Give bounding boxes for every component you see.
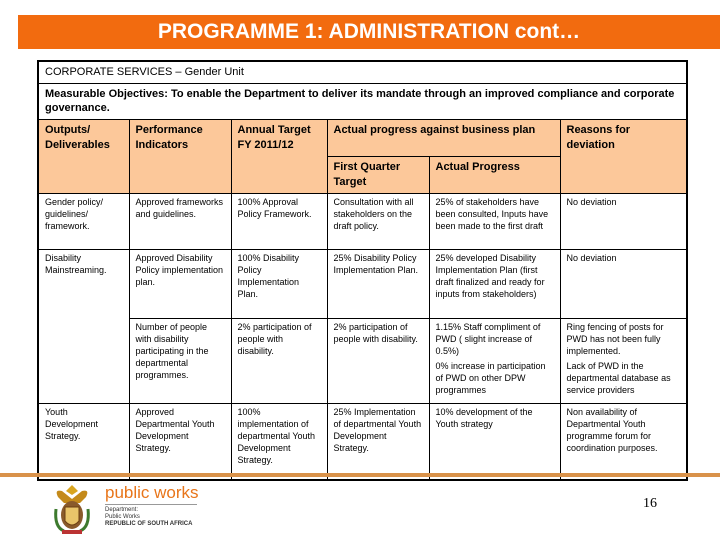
public-works-brand xyxy=(105,484,199,528)
cell-annual: 100% Approval Policy Framework. xyxy=(231,193,327,249)
actual-text: 25% of stakeholders have been consulted, Inputs have been made to the first draft xyxy=(435,196,549,231)
performance-table xyxy=(37,60,688,481)
header-annual-target: Annual Target FY 2011/12 xyxy=(231,119,327,193)
coat-of-arms-logo xyxy=(52,483,92,535)
table-row xyxy=(38,193,687,249)
cell-output: Youth Development Strategy. xyxy=(38,403,129,480)
cell-annual: 2% participation of people with disability. xyxy=(231,318,327,403)
table-row xyxy=(38,403,687,480)
header-outputs: Outputs/ Deliverables xyxy=(38,119,129,193)
cell-output: Gender policy/ guidelines/ framework. xyxy=(38,193,129,249)
actual-text: 10% development of the Youth strategy xyxy=(435,406,533,429)
cell-reason xyxy=(560,193,687,249)
reason-text: Ring fencing of posts for PWD has not been fully implemented. xyxy=(566,321,664,356)
table-row xyxy=(38,249,687,318)
actual-text: 0% increase in participation of PWD on other DPW programmes xyxy=(435,360,546,395)
cell-indicator: Number of people with disability participating in the departmental programmes. xyxy=(129,318,231,403)
dept-name: Public Works xyxy=(105,514,140,520)
country-name: REPUBLIC OF SOUTH AFRICA xyxy=(105,521,193,527)
cell-reason xyxy=(560,249,687,318)
reason-text: No deviation xyxy=(566,196,617,207)
measurable-objectives: Measurable Objectives: To enable the Department to deliver its mandate through an improved compliance and corporate governance. xyxy=(38,83,687,119)
actual-text: 25% developed Disability Implementation Plan (first draft finalized and ready for inputs from stakeholders) xyxy=(435,252,545,299)
reason-text: Lack of PWD in the departmental database as service providers xyxy=(566,360,671,395)
cell-actual xyxy=(429,403,560,480)
reason-text: No deviation xyxy=(566,252,617,263)
slide-title: PROGRAMME 1: ADMINISTRATION cont… xyxy=(18,15,720,49)
cell-annual: 100% implementation of departmental Youth Development Strategy. xyxy=(231,403,327,480)
cell-q1: 2% participation of people with disability. xyxy=(327,318,429,403)
cell-reason xyxy=(560,318,687,403)
header-q1-target: First Quarter Target xyxy=(327,156,429,193)
cell-actual xyxy=(429,318,560,403)
table-row xyxy=(38,318,687,403)
brand-name: public works xyxy=(105,483,199,502)
cell-indicator: Approved Disability Policy implementation plan. xyxy=(129,249,231,318)
cell-indicator: Approved Departmental Youth Development Strategy. xyxy=(129,403,231,480)
cell-actual xyxy=(429,249,560,318)
actual-text: 1.15% Staff compliment of PWD ( slight increase of 0.5%) xyxy=(435,321,541,356)
page-number: 16 xyxy=(643,496,657,511)
header-indicators: Performance Indicators xyxy=(129,119,231,193)
cell-indicator: Approved frameworks and guidelines. xyxy=(129,193,231,249)
cell-q1: 25% Implementation of departmental Youth Development Strategy. xyxy=(327,403,429,480)
reason-text: Non availability of Departmental Youth programme forum for coordination purposes. xyxy=(566,406,658,453)
cell-actual xyxy=(429,193,560,249)
cell-reason xyxy=(560,403,687,480)
cell-q1: Consultation with all stakeholders on the draft policy. xyxy=(327,193,429,249)
dept-label: Department: xyxy=(105,507,139,513)
header-actual-progress: Actual Progress xyxy=(429,156,560,193)
cell-q1: 25% Disability Policy Implementation Plan. xyxy=(327,249,429,318)
footer-rule xyxy=(0,473,720,477)
section-heading: CORPORATE SERVICES – Gender Unit xyxy=(38,61,687,83)
header-progress: Actual progress against business plan xyxy=(327,119,560,156)
header-reasons: Reasons for deviation xyxy=(560,119,687,193)
cell-output: Disability Mainstreaming. xyxy=(38,249,129,403)
cell-annual: 100% Disability Policy Implementation Plan. xyxy=(231,249,327,318)
